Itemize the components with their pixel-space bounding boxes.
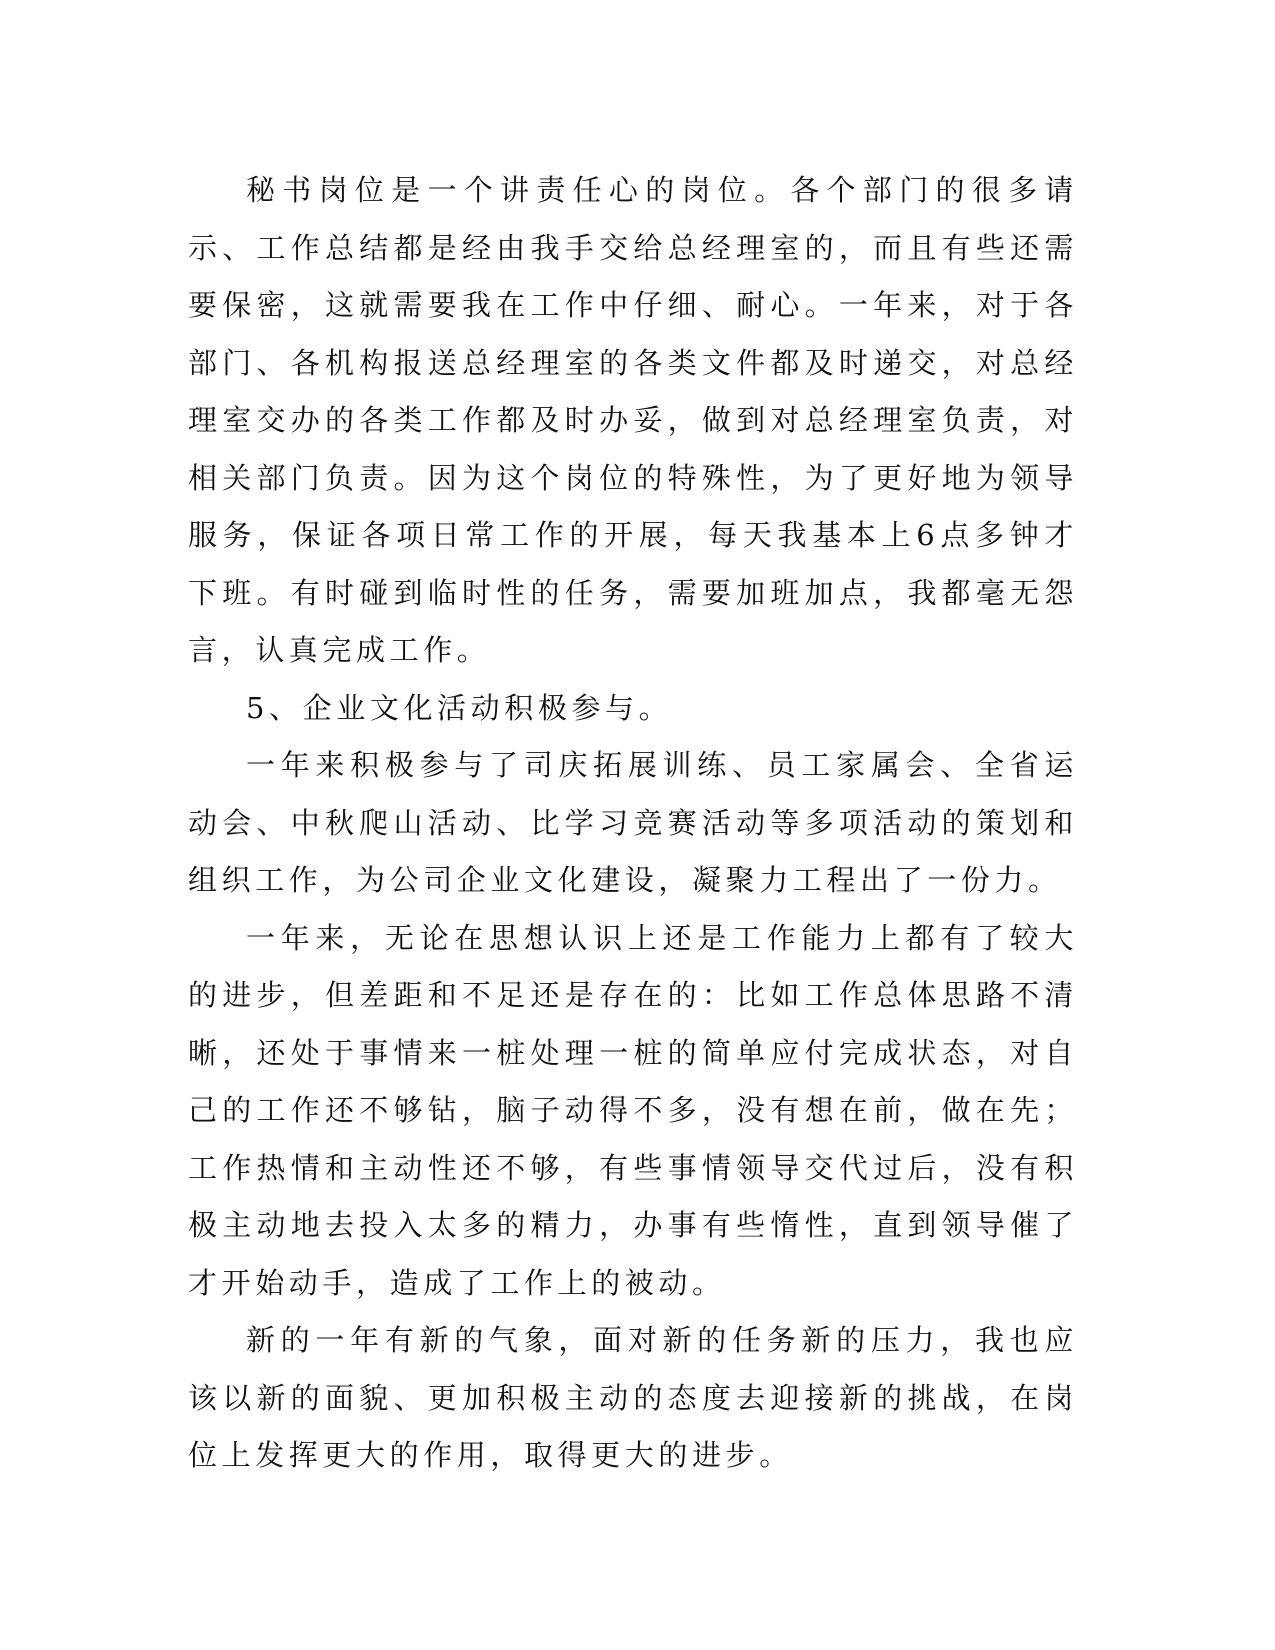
document-body [188, 162, 1078, 1485]
paragraph-activities: 一年来积极参与了司庆拓展训练、员工家属会、全省运动会、中秋爬山活动、比学习竞赛活动等多项活动的策划和组织工作，为公司企业文化建设，凝聚力工程出了一份力。 [188, 748, 1078, 897]
paragraph-secretary-duties: 秘书岗位是一个讲责任心的岗位。各个部门的很多请示、工作总结都是经由我手交给总经理室的，而且有些还需要保密，这就需要我在工作中仔细、耐心。一年来，对于各部门、各机构报送总经理室的各类文件都及时递交，对总经理室交办的各类工作都及时办妥，做到对总经理室负责，对相关部门负责。因为这个岗位的特殊性，为了更好地为领导服务，保证各项日常工作的开展，每天我基本上6点多钟才下班。有时碰到临时性的任务，需要加班加点，我都毫无怨言，认真完成工作。 [188, 173, 1078, 667]
paragraph-new-year: 新的一年有新的气象，面对新的任务新的压力，我也应该以新的面貌、更加积极主动的态度去迎接新的挑战，在岗位上发挥更大的作用，取得更大的进步。 [188, 1323, 1078, 1472]
paragraph-heading-culture: 5、企业文化活动积极参与。 [246, 690, 673, 725]
paragraph-shortcomings: 一年来，无论在思想认识上还是工作能力上都有了较大的进步，但差距和不足还是存在的：比如工作总体思路不清晰，还处于事情来一桩处理一桩的简单应付完成状态，对自己的工作还不够钻，脑子动得不多，没有想在前，做在先；工作热情和主动性还不够，有些事情领导交代过后，没有积极主动地去投入太多的精力，办事有些惰性，直到领导催了才开始动手，造成了工作上的被动。 [188, 920, 1078, 1300]
